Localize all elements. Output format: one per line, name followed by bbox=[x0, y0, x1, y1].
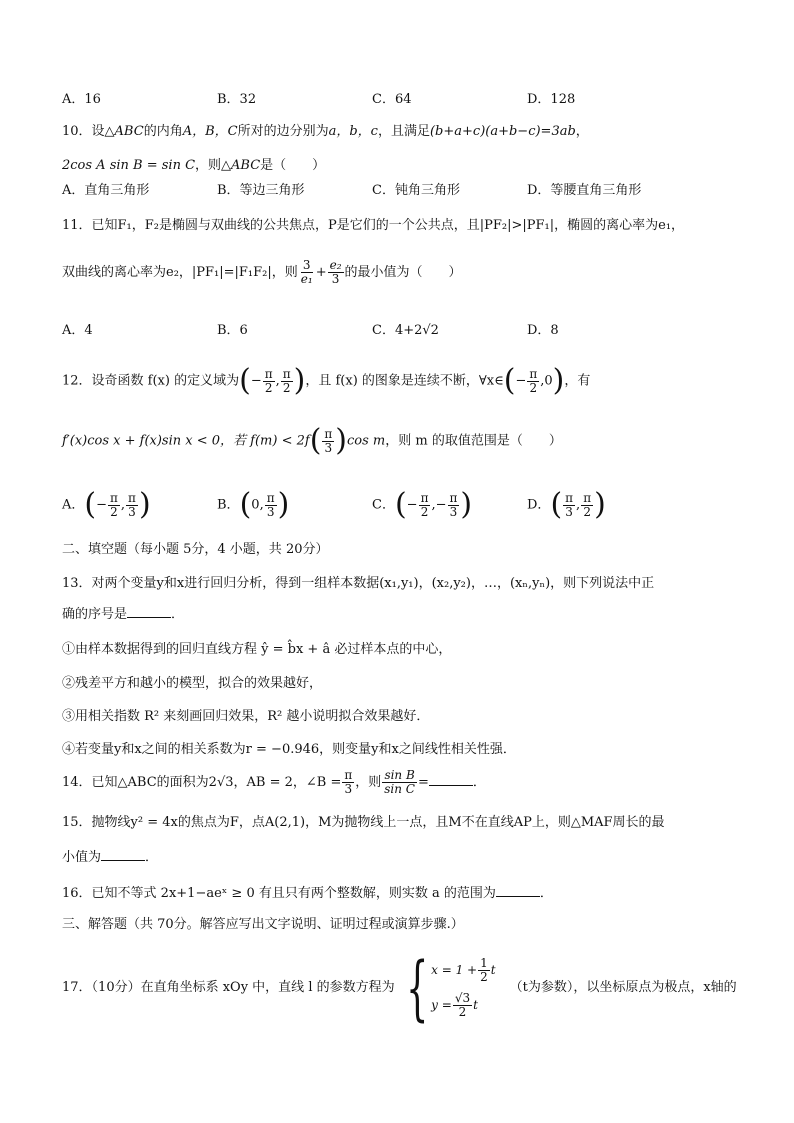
q10-option-a: A．直角三角形 bbox=[62, 183, 150, 198]
q9-option-c: C．64 bbox=[372, 92, 412, 107]
q13-item-4: ④若变量y和x之间的相关系数为r = −0.946，则变量y和x之间线性相关性强． bbox=[62, 742, 516, 757]
q16-line: 16．已知不等式 2x+1−aeˣ ≥ 0 有且只有两个整数解，则实数 a 的范围为 ． bbox=[62, 886, 553, 901]
q11-line1: 11．已知F₁，F₂是椭圆与双曲线的公共焦点，P是它们的一个公共点，且|PF₂|>|PF₁|，椭圆的离心率为e₁， bbox=[62, 218, 685, 233]
q10-option-d: D．等腰直角三角形 bbox=[527, 183, 642, 198]
q17-line: 17．（10分）在直角坐标系 xOy 中，直线 l 的参数方程为 { x = 1 + $\frac{1}{2}$ t y = $\frac{√3}{2}$ t （t为参数），以坐标原点为极点，x轴的 bbox=[62, 947, 737, 1029]
q11-option-d: D．8 bbox=[527, 323, 559, 338]
q10-options bbox=[62, 181, 754, 201]
q10-option-b: B．等边三角形 bbox=[217, 183, 305, 198]
section-2-heading: 二、填空题（每小题 5分，4 小题，共 20分） bbox=[62, 542, 329, 557]
q13-item-1: ①由样本数据得到的回归直线方程 ŷ = b̂x + â 必过样本点的中心， bbox=[62, 642, 452, 657]
q12-line1: 12．设奇函数 f(x) 的定义域为(− $\frac{\pi}{2}$ , $\frac{\pi}{2}$ )，且 f(x) 的图象是连续不断，∀x∈(− $\frac{\pi}{2}$ ,0)，有 bbox=[62, 363, 591, 398]
answer-blank bbox=[429, 773, 473, 786]
q12-option-b: B．(0, $\frac{\pi}{3}$ ) bbox=[217, 487, 290, 522]
q14-line: 14．已知△ABC的面积为2√3，AB = 2，∠B = $\frac{\pi}{3}$ ，则 $\frac{\text{sin B}}{\text{sin C}}$ = ． bbox=[62, 768, 486, 796]
q11-option-b: B．6 bbox=[217, 323, 248, 338]
q9-options bbox=[62, 90, 754, 110]
q11-option-c: C．4+2√2 bbox=[372, 323, 439, 338]
q13-line1: 13．对两个变量y和x进行回归分析，得到一组样本数据(x₁,y₁)，(x₂,y₂)，…，(xₙ,yₙ)，则下列说法中正 bbox=[62, 576, 655, 591]
q11-line2: 双曲线的离心率为e₂，|PF₁|=|F₁F₂|，则 $\frac{3}{\text{e₁}}$ + $\frac{\text{e₂}}{3}$ 的最小值为（ ） bbox=[62, 258, 462, 286]
q12-line2: f′(x)cos x + f(x)sin x < 0，若 f(m) < 2f( $\frac{\pi}{3}$ )cos m，则 m 的取值范围是（ ） bbox=[62, 423, 562, 458]
q10-line2: 2cos A sin B = sin C，则△ABC是（ ） bbox=[62, 158, 326, 173]
q10-line1: 10．设△ABC的内角A，B，C所对的边分别为a，b，c，且满足(b+a+c)(a+b−c)=3ab， bbox=[62, 124, 589, 139]
q13-item-2: ②残差平方和越小的模型，拟合的效果越好， bbox=[62, 676, 323, 691]
q10-option-c: C．钝角三角形 bbox=[372, 183, 460, 198]
q9-option-a: A．16 bbox=[62, 92, 101, 107]
q11-option-a: A．4 bbox=[62, 323, 93, 338]
q12-option-d: D．( $\frac{\pi}{3}$ , $\frac{\pi}{2}$ ) bbox=[527, 487, 606, 522]
fraction: $\frac{3}{\text{e₁}}$ bbox=[300, 258, 313, 286]
q12-option-c: C．(− $\frac{\pi}{2}$ ,− $\frac{\pi}{3}$ ) bbox=[372, 487, 473, 522]
answer-blank bbox=[101, 848, 145, 861]
parametric-system: { x = 1 + $\frac{1}{2}$ t y = $\frac{√3}{2}$ t bbox=[405, 947, 496, 1029]
q13-line2: 确的序号是 ． bbox=[62, 607, 185, 622]
fraction: $\frac{\text{e₂}}{3}$ bbox=[329, 258, 342, 286]
q15-line2: 小值为 ． bbox=[62, 850, 159, 865]
answer-blank bbox=[127, 605, 171, 618]
q12-options bbox=[62, 488, 754, 523]
section-3-heading: 三、解答题（共 70分。解答应写出文字说明、证明过程或演算步骤.） bbox=[62, 917, 464, 932]
q11-options bbox=[62, 321, 754, 341]
answer-blank bbox=[496, 884, 540, 897]
q9-option-d: D．128 bbox=[527, 92, 576, 107]
q12-option-a: A．(− $\frac{\pi}{2}$ , $\frac{\pi}{3}$ ) bbox=[62, 487, 151, 522]
q15-line1: 15．抛物线y² = 4x的焦点为F，点A(2,1)，M为抛物线上一点，且M不在直线AP上，则△MAF周长的最 bbox=[62, 815, 665, 830]
q9-option-b: B．32 bbox=[217, 92, 257, 107]
q13-item-3: ③用相关指数 R² 来刻画回归效果，R² 越小说明拟合效果越好． bbox=[62, 709, 430, 724]
